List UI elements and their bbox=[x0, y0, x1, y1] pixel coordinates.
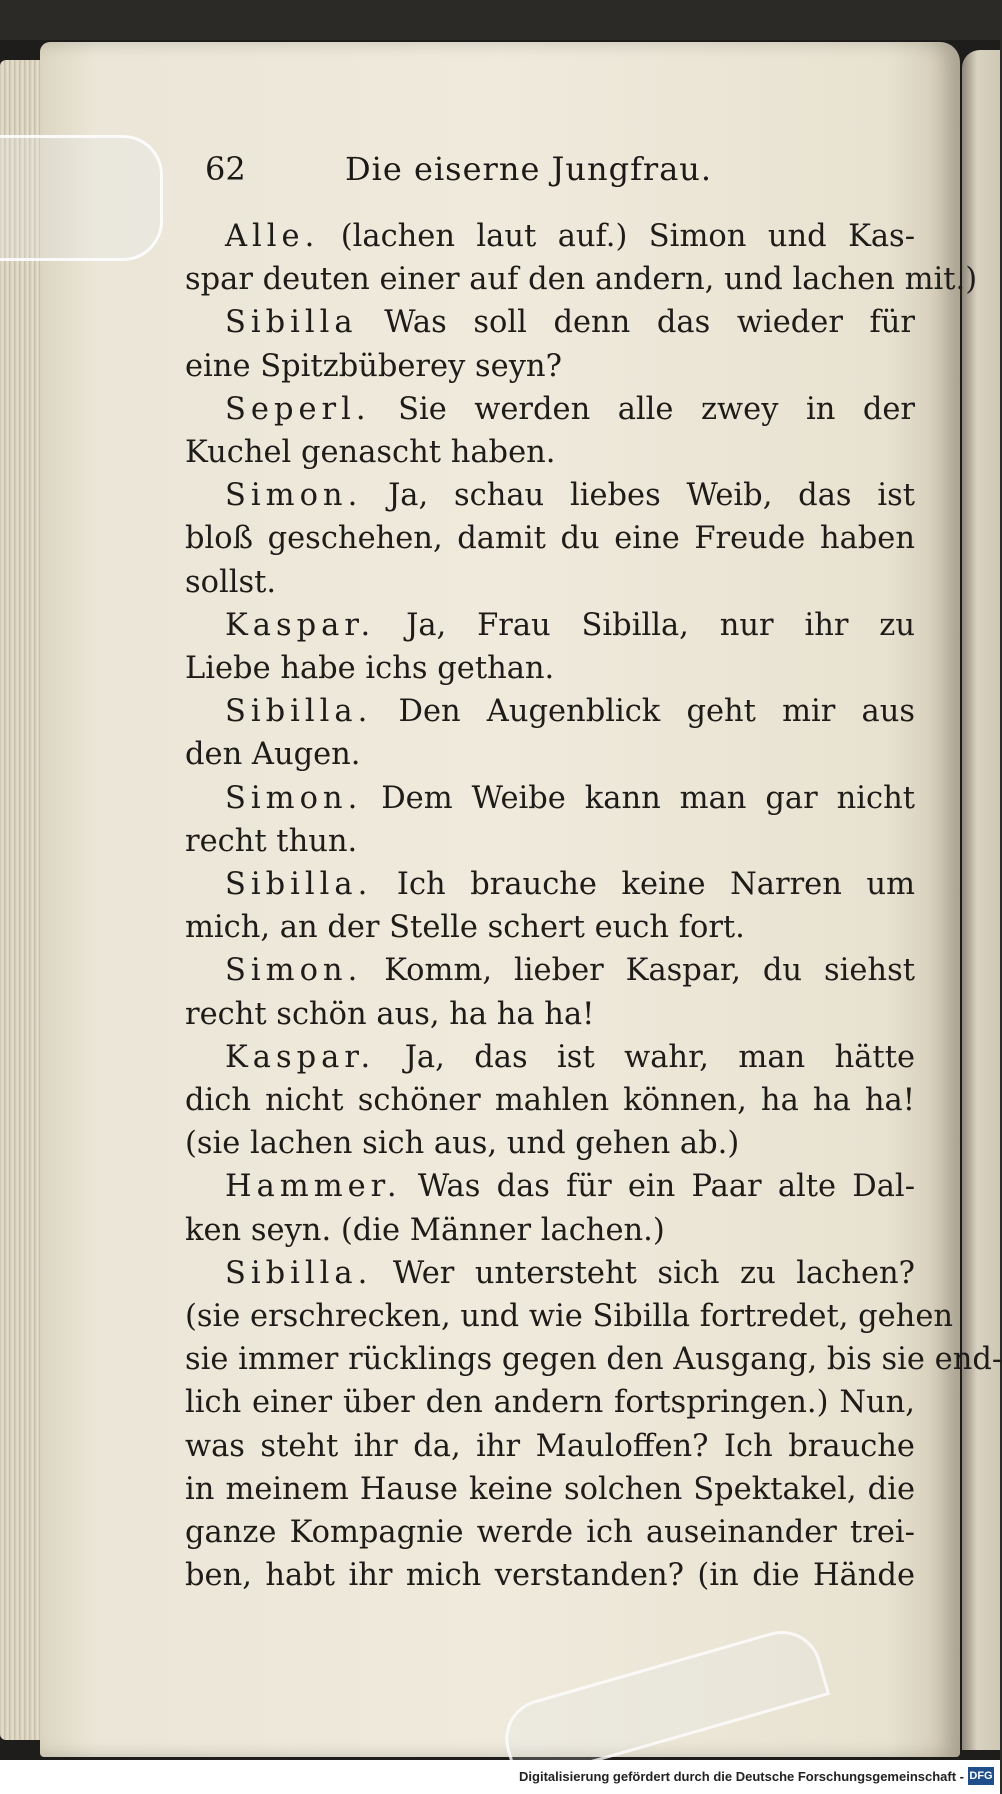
text-line bbox=[185, 949, 915, 992]
line-text: dich nicht schöner mahlen können, ha ha ha! bbox=[185, 1083, 915, 1119]
speaker-name: Hammer. bbox=[225, 1169, 402, 1205]
line-text: (lachen laut auf.) Simon und Kas- bbox=[319, 219, 915, 254]
text-line bbox=[185, 906, 915, 949]
text-line bbox=[185, 647, 915, 690]
text-line bbox=[185, 604, 915, 647]
text-line bbox=[185, 345, 915, 388]
text-line bbox=[185, 517, 915, 560]
text-line bbox=[185, 777, 915, 820]
text-line bbox=[185, 1036, 915, 1079]
speaker-name: Kaspar. bbox=[225, 607, 376, 643]
line-text: lich einer über den andern fortspringen.) Nun, bbox=[185, 1385, 915, 1421]
text-line bbox=[185, 388, 915, 431]
line-text: mich, an der Stelle schert euch fort. bbox=[185, 910, 745, 946]
text-line bbox=[185, 733, 915, 776]
text-line bbox=[185, 431, 915, 474]
line-text: Den Augenblick geht mir aus bbox=[372, 694, 915, 730]
line-text: Ja, schau liebes Weib, das ist bbox=[362, 478, 915, 514]
line-text: (sie erschrecken, und wie Sibilla fortredet, gehen bbox=[185, 1299, 954, 1335]
speaker-name: Kaspar. bbox=[225, 1039, 376, 1075]
speaker-name: Sibilla bbox=[225, 305, 358, 341]
line-text: Komm, lieber Kaspar, du siehst bbox=[362, 953, 915, 989]
line-text: (sie lachen sich aus, und gehen ab.) bbox=[185, 1126, 740, 1162]
page-clip-top bbox=[0, 135, 163, 261]
text-line bbox=[185, 215, 915, 258]
text-line bbox=[185, 301, 915, 344]
text-line bbox=[185, 1252, 915, 1295]
line-text: Was soll denn das wieder für bbox=[357, 305, 915, 341]
facing-page-edge bbox=[962, 50, 1000, 1750]
speaker-name: Seperl. bbox=[225, 391, 371, 427]
line-text: Was das für ein Paar alte Dal- bbox=[401, 1169, 915, 1205]
line-text: spar deuten einer auf den andern, und lachen mit.) bbox=[185, 262, 978, 298]
text-line bbox=[185, 1295, 954, 1338]
speaker-name: Simon. bbox=[225, 953, 363, 989]
line-text: sie immer rücklings gegen den Ausgang, bis sie end- bbox=[185, 1342, 1002, 1378]
line-text: Kuchel genascht haben. bbox=[185, 435, 556, 471]
speaker-name: Sibilla. bbox=[225, 1255, 373, 1291]
text-line bbox=[185, 1122, 915, 1165]
funding-credit: Digitalisierung gefördert durch die Deutsche Forschungsgemeinschaft - bbox=[519, 1769, 964, 1784]
line-text: Ja, Frau Sibilla, nur ihr zu bbox=[375, 607, 915, 643]
line-text: ganze Kompagnie werde ich auseinander trei- bbox=[185, 1515, 915, 1551]
text-line bbox=[185, 474, 915, 517]
text-line bbox=[185, 561, 915, 604]
line-text: in meinem Hause keine solchen Spektakel, die bbox=[185, 1471, 915, 1507]
page-header bbox=[205, 150, 925, 200]
speaker-name: Simon. bbox=[225, 478, 363, 514]
speaker-name: Sibilla. bbox=[225, 694, 373, 730]
speaker-name: Sibilla. bbox=[225, 867, 373, 903]
line-text: ben, habt ihr mich verstanden? (in die Hände bbox=[185, 1558, 915, 1594]
line-text: Ja, das ist wahr, man hätte bbox=[375, 1039, 915, 1075]
line-text: Liebe habe ichs gethan. bbox=[185, 651, 555, 687]
page-number: 62 bbox=[205, 150, 246, 188]
text-line bbox=[185, 863, 915, 906]
text-line bbox=[185, 820, 915, 863]
speaker-name: Alle. bbox=[225, 219, 320, 254]
running-title: Die eiserne Jungfrau. bbox=[345, 150, 713, 188]
text-line bbox=[185, 993, 915, 1036]
speaker-name: Simon. bbox=[225, 780, 363, 816]
text-line bbox=[185, 1338, 1002, 1381]
line-text: ken seyn. (die Männer lachen.) bbox=[185, 1212, 665, 1248]
text-line bbox=[185, 1554, 915, 1597]
line-text: Wer untersteht sich zu lachen? bbox=[372, 1255, 915, 1291]
text-line bbox=[185, 1425, 915, 1468]
line-text: den Augen. bbox=[185, 737, 361, 773]
line-text: recht thun. bbox=[185, 823, 358, 859]
line-text: Dem Weibe kann man gar nicht bbox=[362, 780, 915, 816]
text-line bbox=[185, 1165, 915, 1208]
dfg-logo: DFG bbox=[968, 1767, 994, 1785]
text-line bbox=[185, 1468, 915, 1511]
text-line bbox=[185, 1511, 915, 1554]
text-line bbox=[185, 1381, 915, 1424]
line-text: Ich brauche keine Narren um bbox=[372, 867, 915, 903]
text-line bbox=[185, 258, 978, 301]
line-text: eine Spitzbüberey seyn? bbox=[185, 348, 562, 384]
text-line bbox=[185, 690, 915, 733]
line-text: Sie werden alle zwey in der bbox=[370, 391, 915, 427]
digitization-footer bbox=[0, 1760, 1000, 1794]
line-text: bloß geschehen, damit du eine Freude haben bbox=[185, 521, 915, 557]
line-text: was steht ihr da, ihr Mauloffen? Ich brauche bbox=[185, 1428, 915, 1464]
line-text: recht schön aus, ha ha ha! bbox=[185, 996, 595, 1032]
text-line bbox=[185, 1209, 915, 1252]
body-text bbox=[185, 215, 1002, 1598]
line-text: sollst. bbox=[185, 564, 277, 600]
text-line bbox=[185, 1079, 915, 1122]
